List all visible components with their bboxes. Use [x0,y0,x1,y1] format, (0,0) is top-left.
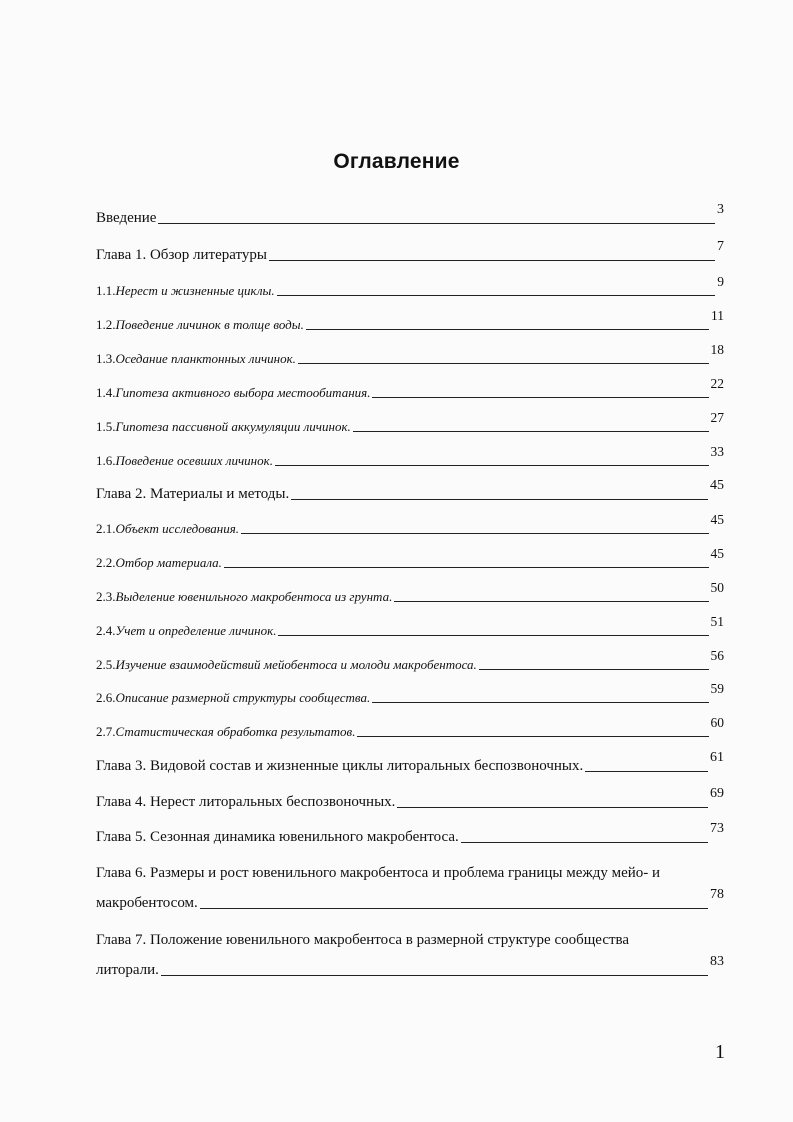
toc-entry-title: Учет и определение личинок. [115,623,277,638]
toc-entry-chapter-4 [96,786,724,811]
dot-leader [585,771,708,772]
toc-entry-label: Глава 1. Обзор литературы [96,247,267,263]
toc-page-number: 61 [710,750,724,765]
dot-leader [277,295,716,296]
toc-page-number: 18 [710,342,724,357]
dot-leader [278,635,708,636]
dot-leader [479,669,709,670]
toc-entry-label: Введение [96,210,157,226]
toc-page-number: 45 [710,546,724,561]
toc-page-number: 3 [717,202,724,217]
toc-page-number: 60 [710,715,724,730]
toc-entry-label: Глава 5. Сезонная динамика ювенильного макробентоса. [96,829,459,845]
toc-entry-number: 2.6. [96,690,116,705]
toc-entry-2-5 [96,648,724,673]
toc-entry-label: макробентосом. [96,895,198,911]
toc-entry-title: Изучение взаимодействий мейобентоса и молоди макробентоса. [115,657,477,672]
dot-leader [275,465,709,466]
toc-entry-1-1 [96,274,724,299]
toc-entry-1-6 [96,444,724,469]
toc-entry-chapter-7 [96,954,724,979]
dot-leader [397,807,708,808]
dot-leader [372,397,708,398]
page-title: Оглавление [333,150,460,173]
toc-entry-title: Статистическая обработка результатов. [115,724,356,739]
toc-entry-title: Оседание планктонных личинок. [115,351,296,366]
dot-leader [291,499,708,500]
toc-entry-number: 2.7. [96,724,116,739]
toc-page-number: 45 [710,512,724,527]
toc-entry-title: Объект исследования. [115,521,240,536]
toc-entry-chapter-2 [96,478,724,503]
toc-entry-number: 2.5. [96,657,116,672]
toc-page-number: 50 [710,580,724,595]
dot-leader [298,363,709,364]
toc-entry-1-4 [96,376,724,401]
toc-entry-chapter-7-line1: Глава 7. Положение ювенильного макробентоса в размерной структуре сообщества [96,932,630,948]
dot-leader [269,260,715,261]
dot-leader [357,736,708,737]
toc-entry-number: 2.4. [96,623,116,638]
toc-entry-1-2 [96,308,724,333]
toc-page-number: 11 [711,308,724,323]
toc-page-number: 78 [710,887,724,902]
page-number: 1 [715,1041,725,1063]
dot-leader [224,567,709,568]
toc-entry-title: Гипотеза пассивной аккумуляции личинок. [115,419,351,434]
toc-entry-2-2 [96,546,724,571]
toc-entry-1-5 [96,410,724,435]
dot-leader [372,702,708,703]
toc-entry-chapter-5 [96,821,724,846]
toc-entry-2-1 [96,512,724,537]
toc-entry-2-3 [96,580,724,605]
toc-entry-number: 1.4. [96,385,116,400]
toc-entry-2-7 [96,715,724,740]
toc-entry-title: Выделение ювенильного макробентоса из грунта. [115,589,393,604]
toc-page-number: 51 [710,614,724,629]
toc-page-number: 22 [710,376,724,391]
toc-entry-chapter-1 [96,239,724,264]
toc-page-number: 83 [710,954,724,969]
toc-entry-title: Гипотеза активного выбора местообитания. [115,385,371,400]
toc-entry-label: Глава 2. Материалы и методы. [96,486,290,502]
dot-leader [394,601,708,602]
toc-entry-number: 1.6. [96,453,116,468]
toc-page-number: 7 [717,239,724,254]
toc-entry-title: Описание размерной структуры сообщества. [115,690,371,705]
dot-leader [161,975,708,976]
dot-leader [306,329,709,330]
toc-entry-label: Глава 4. Нерест литоральных беспозвоночных. [96,794,396,810]
toc-entry-introduction [96,202,724,227]
dot-leader [200,908,708,909]
dot-leader [461,842,708,843]
toc-entry-number: 1.1. [96,283,116,298]
toc-page-number: 59 [710,681,724,696]
toc-entry-title: Поведение осевших личинок. [115,453,273,468]
toc-entry-1-3 [96,342,724,367]
toc-entry-number: 2.1. [96,521,116,536]
toc-entry-number: 1.3. [96,351,116,366]
toc-entry-label: Глава 3. Видовой состав и жизненные циклы литоральных беспозвоночных. [96,758,584,774]
toc-entry-number: 2.2. [96,555,116,570]
toc-entry-number: 1.5. [96,419,116,434]
toc-page-number: 56 [710,648,724,663]
toc-entry-number: 2.3. [96,589,116,604]
toc-entry-2-4 [96,614,724,639]
toc-entry-chapter-3 [96,750,724,775]
toc-page-number: 33 [710,444,724,459]
toc-page-number: 45 [710,478,724,493]
toc-page-number: 69 [710,786,724,801]
dot-leader [353,431,709,432]
toc-entry-chapter-6-line1: Глава 6. Размеры и рост ювенильного макробентоса и проблема границы между мейо- и [96,865,661,881]
toc-entry-title: Поведение личинок в толще воды. [115,317,304,332]
toc-entry-label: литорали. [96,962,159,978]
toc-entry-2-6 [96,681,724,706]
toc-entry-number: 1.2. [96,317,116,332]
dot-leader [241,533,708,534]
toc-page-number: 27 [710,410,724,425]
dot-leader [158,223,715,224]
toc-entry-title: Нерест и жизненные циклы. [115,283,275,298]
toc-entry-chapter-6 [96,887,724,912]
toc-page-number: 73 [710,821,724,836]
toc-page-number: 9 [717,274,724,289]
toc-entry-title: Отбор материала. [115,555,222,570]
